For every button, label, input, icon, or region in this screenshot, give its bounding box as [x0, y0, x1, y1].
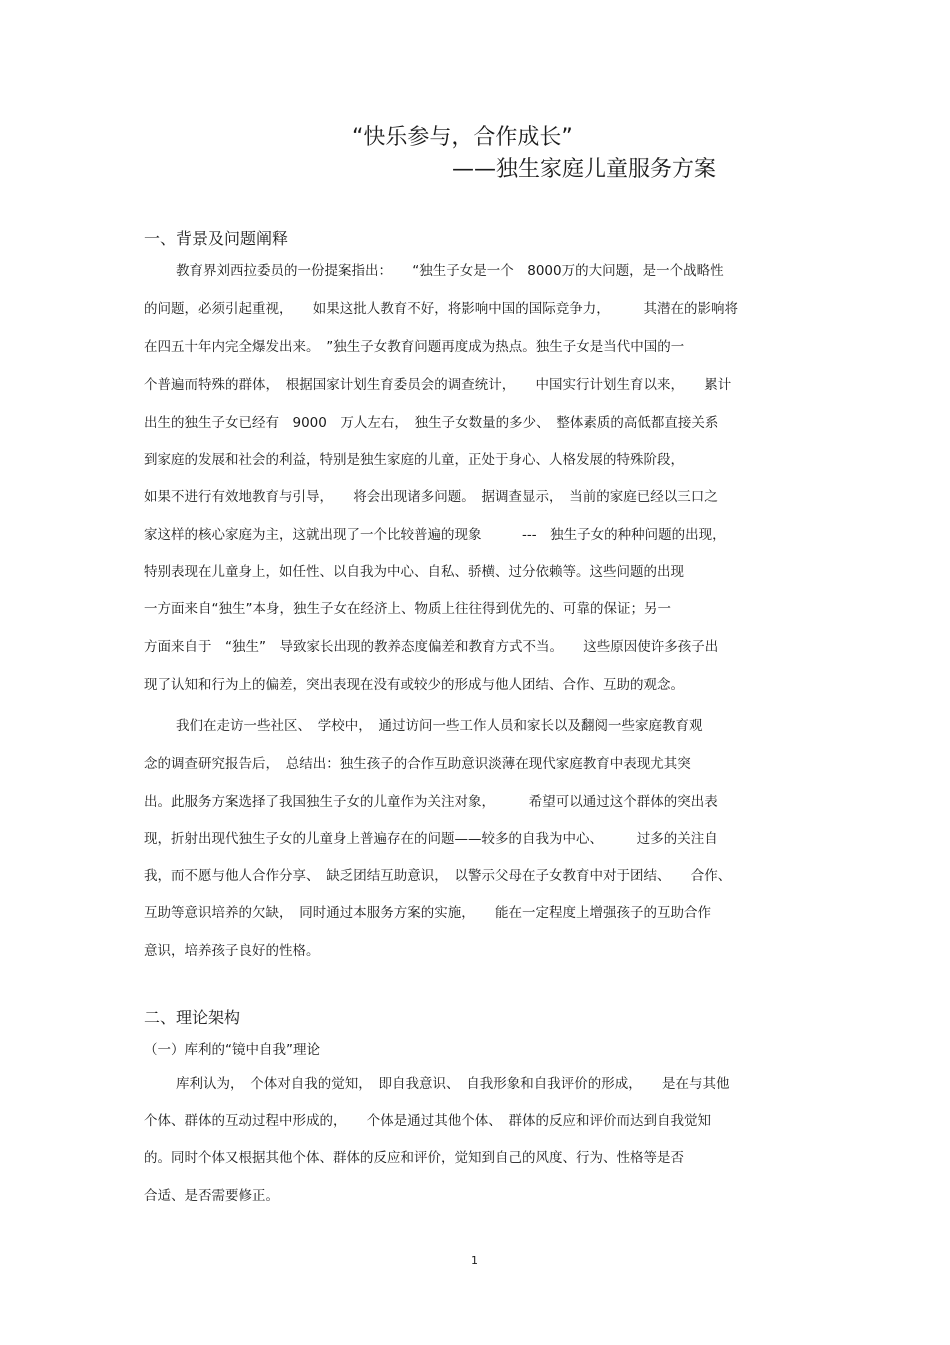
paragraph-line: 念的调查研究报告后， 总结出：独生孩子的合作互助意识淡薄在现代家庭教育中表现尤其突: [144, 756, 691, 772]
title-line-1: “快乐参与，合作成长”: [352, 125, 573, 150]
paragraph-line: 现，折射出现代独生子女的儿童身上普遍存在的问题——较多的自我为中心、 过多的关注自: [144, 831, 718, 847]
paragraph-line: 的问题，必须引起重视， 如果这批人教育不好，将影响中国的国际竞争力， 其潜在的影响将: [144, 301, 738, 317]
paragraph-line: 如果不进行有效地教育与引导， 将会出现诸多问题。 据调查显示， 当前的家庭已经以三口之: [144, 489, 718, 505]
paragraph-line: 出生的独生子女已经有 9000 万人左右， 独生子女数量的多少、 整体素质的高低都直接关系: [144, 415, 719, 431]
paragraph-line: 现了认知和行为上的偏差，突出表现在没有或较少的形成与他人团结、合作、互助的观念。: [144, 677, 684, 693]
paragraph-line: 特别表现在儿童身上，如任性、以自我为中心、自私、骄横、过分依赖等。这些问题的出现: [144, 564, 684, 580]
section-2-heading: 二、理论架构: [144, 1008, 241, 1027]
paragraph-line: 教育界刘西拉委员的一份提案指出： “独生子女是一个 8000万的大问题，是一个战略性: [176, 263, 724, 279]
subsection-heading: （一）库利的“镜中自我”理论: [144, 1042, 320, 1058]
paragraph-line: 的。同时个体又根据其他个体、群体的反应和评价，觉知到自己的风度、行为、性格等是否: [144, 1150, 684, 1166]
section-1-heading: 一、背景及问题阐释: [144, 229, 289, 248]
paragraph-line: 方面来自于 “独生” 导致家长出现的教养态度偏差和教育方式不当。 这些原因使许多孩子出: [144, 639, 719, 655]
paragraph-line: 出。此服务方案选择了我国独生子女的儿童作为关注对象， 希望可以通过这个群体的突出表: [144, 794, 718, 810]
paragraph-line: 库利认为， 个体对自我的觉知， 即自我意识、 自我形象和自我评价的形成， 是在与其他: [176, 1076, 730, 1092]
paragraph-line: 我，而不愿与他人合作分享、 缺乏团结互助意识， 以警示父母在子女教育中对于团结、 合作、: [144, 868, 732, 884]
paragraph-line: 互助等意识培养的欠缺， 同时通过本服务方案的实施， 能在一定程度上增强孩子的互助合作: [144, 905, 711, 921]
paragraph-line: 家这样的核心家庭为主，这就出现了一个比较普遍的现象 --- 独生子女的种种问题的出现，: [144, 527, 726, 543]
paragraph-line: 意识，培养孩子良好的性格。: [144, 943, 320, 959]
page-number: 1: [471, 1254, 478, 1267]
paragraph-line: 合适、是否需要修正。: [144, 1188, 279, 1204]
paragraph-line: 在四五十年内完全爆发出来。 ”独生子女教育问题再度成为热点。独生子女是当代中国的一: [144, 339, 685, 355]
paragraph-line: 个体、群体的互动过程中形成的， 个体是通过其他个体、 群体的反应和评价而达到自我觉知: [144, 1113, 711, 1129]
paragraph-line: 我们在走访一些社区、 学校中， 通过访问一些工作人员和家长以及翻阅一些家庭教育观: [176, 718, 703, 734]
paragraph-line: 个普遍而特殊的群体， 根据国家计划生育委员会的调查统计， 中国实行计划生育以来， 累计: [144, 377, 732, 393]
title-line-2: ——独生家庭儿童服务方案: [452, 157, 717, 182]
paragraph-line: 到家庭的发展和社会的利益，特别是独生家庭的儿童，正处于身心、人格发展的特殊阶段，: [144, 452, 684, 468]
paragraph-line: 一方面来自“独生”本身，独生子女在经济上、物质上往往得到优先的、可靠的保证；另一: [144, 601, 671, 617]
